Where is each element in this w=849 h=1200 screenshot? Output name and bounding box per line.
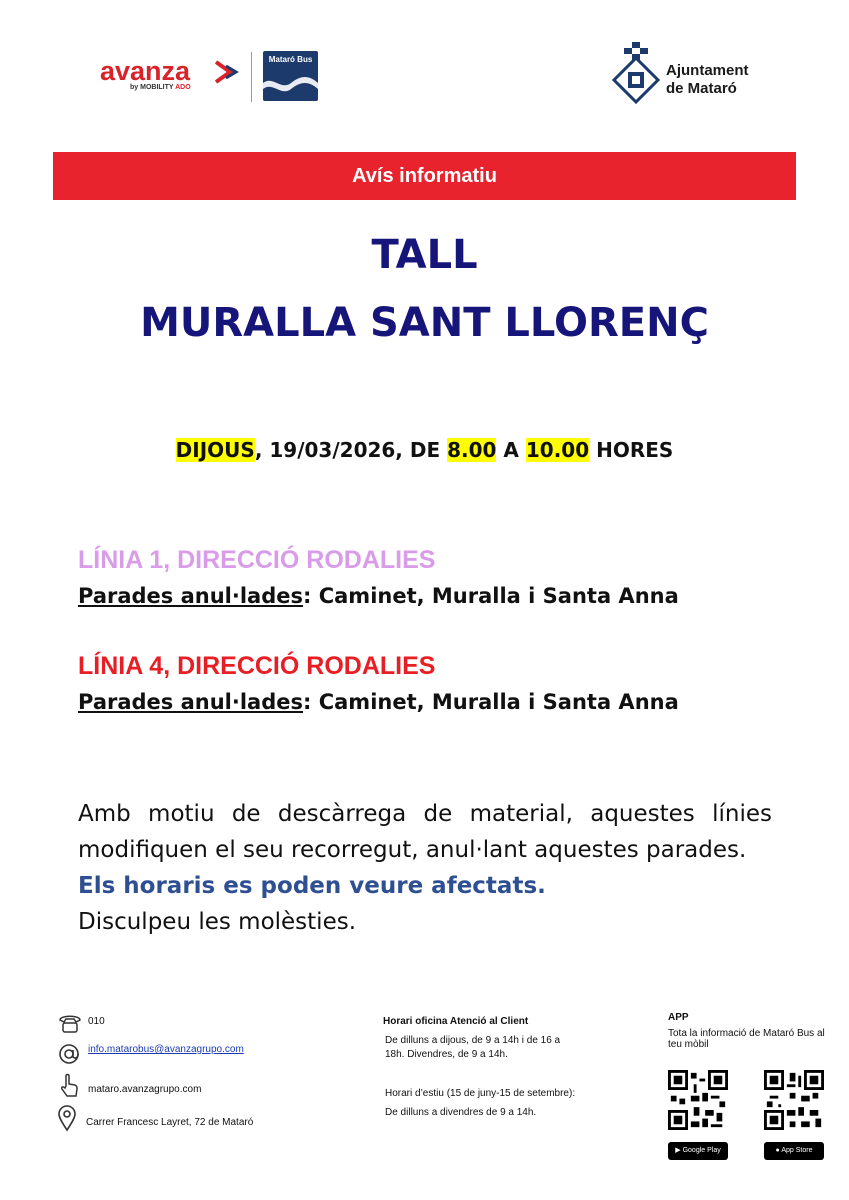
line-1-stops: Parades anul·lades: Caminet, Muralla i Santa Anna bbox=[78, 584, 679, 608]
apology-text: Disculpeu les molèsties. bbox=[78, 909, 357, 935]
hand-pointer-icon bbox=[57, 1072, 81, 1100]
google-play-badge[interactable]: ▶ Google Play bbox=[668, 1142, 728, 1160]
app-title: APP bbox=[668, 1012, 689, 1023]
reason-paragraph: Amb motiu de descàrrega de material, aquestes línies modifiquen el seu recorregut, anul·lant aquestes parades. bbox=[78, 801, 772, 863]
avanza-arrow-icon bbox=[214, 60, 244, 84]
wave-icon bbox=[263, 69, 318, 101]
location-pin-icon bbox=[57, 1104, 77, 1132]
notice-banner: Avís informatiu bbox=[53, 152, 796, 200]
email-link[interactable]: info.matarobus@avanzagrupo.com bbox=[88, 1044, 244, 1055]
avanza-logo-text: avanza bbox=[100, 56, 191, 86]
apple-icon: ● bbox=[775, 1147, 782, 1154]
line-4-title: LÍNIA 4, DIRECCIÓ RODALIES bbox=[78, 652, 436, 680]
date-line: DIJOUS, 19/03/2026, DE 8.00 A 10.00 HORES bbox=[175, 438, 674, 462]
title-line-2: MURALLA SANT LLORENÇ bbox=[140, 300, 709, 346]
date-day: DIJOUS bbox=[175, 438, 255, 462]
mataro-bus-logo: Mataró Bus bbox=[263, 51, 318, 101]
at-icon bbox=[57, 1042, 81, 1066]
phone-number: 010 bbox=[88, 1016, 105, 1027]
summer-hours-title: Horari d’estiu (15 de juny-15 de setembre): bbox=[385, 1088, 576, 1099]
address: Carrer Francesc Layret, 72 de Mataró bbox=[86, 1117, 254, 1128]
schedule-note: Els horaris es poden veure afectats. bbox=[78, 873, 546, 899]
ajuntament-name: Ajuntament de Mataró bbox=[666, 62, 749, 97]
phone-icon bbox=[57, 1012, 83, 1034]
office-hours-title: Horari oficina Atenció al Client bbox=[383, 1016, 529, 1027]
date-end-time: 10.00 bbox=[525, 438, 590, 462]
ajuntament-emblem-icon bbox=[612, 42, 660, 104]
office-hours-text: De dilluns a dijous, de 9 a 14h i de 16 a 18h. Divendres, de 9 a 14h. bbox=[385, 1035, 561, 1060]
website-link[interactable]: mataro.avanzagrupo.com bbox=[88, 1084, 202, 1095]
play-icon: ▶ bbox=[675, 1147, 683, 1154]
date-start-time: 8.00 bbox=[447, 438, 497, 462]
header-divider bbox=[251, 52, 252, 102]
line-1-title: LÍNIA 1, DIRECCIÓ RODALIES bbox=[78, 546, 436, 574]
qr-code-icon[interactable] bbox=[764, 1070, 824, 1130]
qr-code-icon[interactable] bbox=[668, 1070, 728, 1130]
line-4-stops: Parades anul·lades: Caminet, Muralla i Santa Anna bbox=[78, 690, 679, 714]
avanza-logo-subtitle: by MOBILITY ADO bbox=[130, 84, 191, 91]
app-store-badge[interactable]: ● App Store bbox=[764, 1142, 824, 1160]
summer-hours-text: De dilluns a divendres de 9 a 14h. bbox=[385, 1107, 537, 1118]
title-line-1: TALL bbox=[371, 232, 478, 278]
app-description: Tota la informació de Mataró Bus al teu mòbil bbox=[668, 1028, 825, 1050]
